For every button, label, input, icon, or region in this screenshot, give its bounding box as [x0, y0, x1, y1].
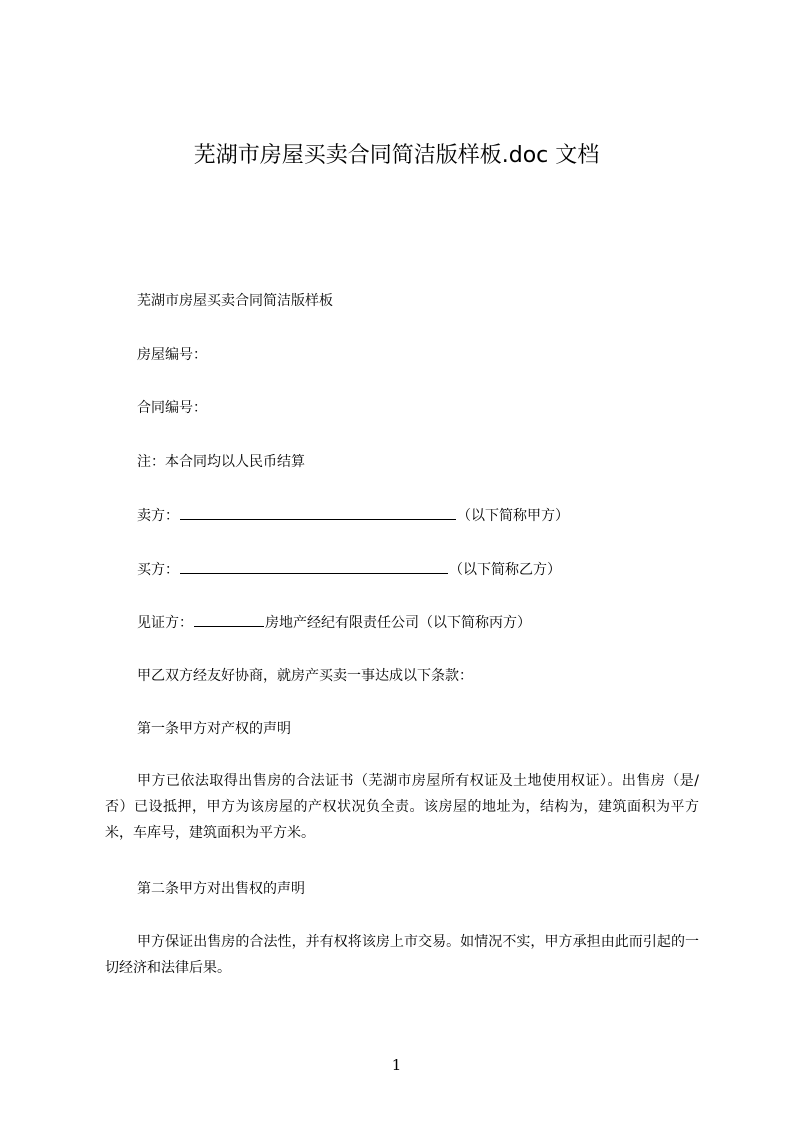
document-title: 芜湖市房屋买卖合同简洁版样板.doc 文档: [193, 143, 600, 168]
intro-text: 甲乙双方经友好协商，就房产买卖一事达成以下条款：: [137, 668, 473, 684]
witness-line: [137, 612, 531, 633]
witness-label: 见证方：: [137, 615, 193, 631]
buyer-label: 买方：: [137, 562, 179, 578]
contract-number-label: 合同编号：: [137, 400, 207, 416]
buyer-line: [137, 559, 561, 580]
seller-suffix: （以下简称甲方）: [457, 508, 569, 524]
page-number: 1: [391, 1056, 402, 1074]
article1-body: 甲方已依法取得出售房的合法证书（芜湖市房屋所有权证及土地使用权证）。出售房（是/否）已设抵押，甲方为该房屋的产权状况负全责。该房屋的地址为，结构为，建筑面积为平方米，车库号，建筑面积为平方米。: [105, 773, 699, 841]
seller-blank: [180, 505, 456, 520]
seller-line: [137, 505, 569, 526]
currency-note: 注：本合同均以人民币结算: [137, 454, 305, 470]
buyer-suffix: （以下简称乙方）: [449, 562, 561, 578]
house-number-label: 房屋编号：: [137, 347, 207, 363]
witness-suffix: 房地产经纪有限责任公司（以下简称丙方）: [265, 615, 531, 631]
witness-blank: [194, 612, 264, 627]
buyer-blank: [180, 559, 448, 574]
article2-body: 甲方保证出售房的合法性，并有权将该房上市交易。如情况不实，甲方承担由此而引起的一切经济和法律后果。: [105, 934, 699, 976]
contract-subtitle: 芜湖市房屋买卖合同简洁版样板: [137, 293, 333, 309]
article2-heading: 第二条甲方对出售权的声明: [137, 881, 305, 897]
seller-label: 卖方：: [137, 508, 179, 524]
article1-heading: 第一条甲方对产权的声明: [137, 721, 291, 737]
